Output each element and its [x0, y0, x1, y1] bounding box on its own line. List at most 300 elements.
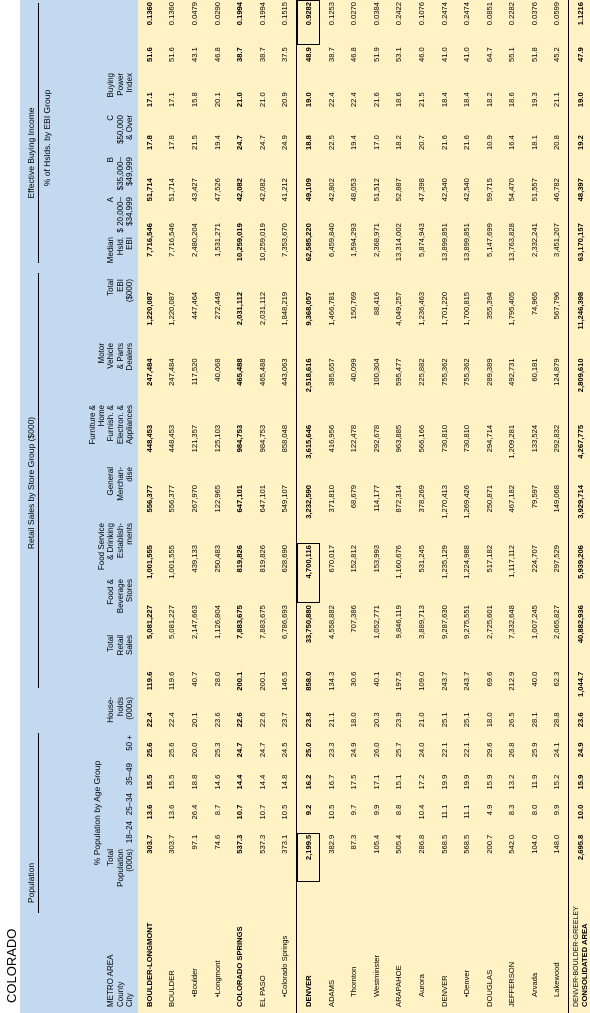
table-body — [138, 0, 590, 1013]
cell-pop: 568.5 — [439, 834, 449, 854]
cell-hh: 212.9 — [507, 671, 517, 691]
cell-median: 46,782 — [552, 178, 562, 202]
cell-pop: 105.4 — [371, 834, 381, 854]
cell-a1824: 9.9 — [371, 804, 381, 816]
table-row — [569, 0, 590, 1013]
cell-foodsvc: 114,177 — [371, 485, 381, 512]
cell-ebiC: 38.7 — [235, 47, 245, 62]
cell-food: 439,133 — [189, 545, 199, 573]
cell-bpi: 0.0599 — [552, 2, 562, 26]
cell-a1824: 10.0 — [569, 803, 590, 833]
cell-retail: 9,275,551 — [462, 605, 472, 639]
cell-foodsvc: 3,232,590 — [297, 483, 320, 543]
cell-a50: 22.4 — [167, 712, 177, 728]
cell-bpi: 0.1360 — [144, 2, 154, 26]
cell-ebi: 5,147,699 — [484, 223, 494, 257]
cell-ebiB: 17.1 — [144, 92, 154, 108]
cell-retail: 6,786,693 — [280, 605, 290, 639]
cell-a50: 21.1 — [326, 712, 336, 728]
group-ebi-pct: % of Hslds. by EBI Group — [42, 89, 52, 187]
column-header-a1824: 18–24 — [124, 821, 134, 844]
cell-ebi: 7,353,670 — [280, 223, 290, 257]
cell-bpi: 1.1216 — [569, 0, 590, 45]
cell-furn: 60,181 — [529, 358, 539, 382]
cell-ebiC: 46.8 — [349, 47, 359, 62]
cell-ebiB: 19.0 — [569, 90, 590, 133]
cell-ebiA: 18.2 — [394, 135, 404, 150]
cell-ebi: 62,585,220 — [297, 221, 320, 290]
cell-a2534: 18.8 — [189, 774, 199, 790]
cell-median: 48,053 — [349, 178, 359, 202]
cell-ebiA: 24.7 — [257, 135, 267, 150]
cell-ebiC: 38.7 — [257, 47, 267, 62]
cell-gen: 963,885 — [394, 424, 404, 453]
cell-a2534: 14.6 — [212, 774, 222, 790]
cell-gen: 416,956 — [326, 424, 336, 453]
table-row — [433, 0, 456, 1013]
cell-pop: 2,695.8 — [569, 833, 590, 882]
cell-a2534: 15.5 — [167, 774, 177, 790]
cell-median: 54,470 — [507, 178, 517, 202]
cell-hh: 40.7 — [189, 671, 199, 687]
cell-pop: 303.7 — [167, 834, 177, 854]
column-header-food: Food & Beverage Stores — [106, 579, 134, 614]
cell-furn: 443,063 — [280, 358, 290, 386]
cell-a2534: 14.4 — [257, 774, 267, 790]
cell-bpi: 0.2282 — [507, 2, 517, 26]
cell-median: 49,109 — [297, 176, 320, 221]
cell-ebiC: 47.9 — [569, 45, 590, 90]
area-name: EL PASO — [257, 975, 267, 1007]
cell-pop: 148.0 — [552, 834, 562, 854]
cell-motor: 1,466,781 — [326, 291, 336, 326]
cell-hh: 40.1 — [371, 671, 381, 687]
cell-a2534: 17.5 — [349, 774, 359, 790]
cell-a50: 22.6 — [257, 712, 267, 728]
cell-foodsvc: 371,810 — [326, 485, 336, 513]
cell-bpi: 0.1360 — [167, 2, 177, 26]
cell-ebi: 13,763,828 — [507, 223, 517, 262]
cell-motor: 11,246,398 — [569, 290, 590, 357]
cell-a50: 22.6 — [235, 712, 245, 728]
table-row — [410, 0, 433, 1013]
cell-bpi: 0.2474 — [439, 2, 449, 26]
cell-a50: 26.5 — [507, 712, 517, 728]
cell-median: 42,082 — [257, 178, 267, 202]
column-header-median: Median Hsld. EBI — [106, 237, 134, 264]
cell-pop: 537.3 — [235, 834, 245, 854]
cell-bpi: 0.1076 — [416, 2, 426, 26]
cell-ebi: 13,899,851 — [439, 223, 449, 262]
cell-pop: 537.3 — [257, 834, 267, 854]
cell-furn: 492,731 — [507, 358, 517, 386]
area-name: ADAMS — [326, 979, 336, 1007]
cell-ebiC: 45.2 — [552, 47, 562, 62]
cell-hh: 146.5 — [280, 671, 290, 691]
cell-hh: 134.3 — [326, 671, 336, 691]
cell-gen: 133,524 — [529, 424, 539, 453]
cell-gen: 984,753 — [257, 424, 267, 453]
column-header-hh: House- holds (000s) — [106, 697, 134, 723]
cell-ebiC: 51.8 — [529, 47, 539, 62]
cell-a3549: 22.1 — [439, 742, 449, 758]
cell-food: 1,117,112 — [507, 545, 517, 578]
cell-hh: 197.5 — [394, 671, 404, 691]
table-row — [523, 0, 546, 1013]
cell-food: 1,224,988 — [462, 545, 472, 579]
cell-gen: 566,166 — [416, 424, 426, 453]
cell-furn: 225,882 — [416, 358, 426, 386]
area-name: COLORADO SPRINGS — [235, 926, 245, 1007]
cell-motor: 2,031,112 — [235, 291, 245, 326]
cell-a50: 25.1 — [462, 712, 472, 728]
cell-gen: 730,810 — [439, 424, 449, 453]
cell-pop: 382.9 — [326, 834, 336, 854]
cell-retail: 9,846,119 — [394, 605, 404, 639]
cell-foodsvc: 267,970 — [189, 485, 199, 513]
cell-ebiC: 64.7 — [484, 47, 494, 62]
cell-food: 517,182 — [484, 545, 494, 573]
cell-retail: 1,007,245 — [529, 605, 539, 639]
cell-ebiA: 20.8 — [552, 135, 562, 150]
cell-median: 51,714 — [167, 178, 177, 202]
cell-hh: 69.6 — [484, 671, 494, 687]
cell-ebiA: 19.4 — [349, 135, 359, 150]
cell-ebi: 7,716,546 — [167, 223, 177, 257]
cell-foodsvc: 556,377 — [167, 485, 177, 513]
cell-a1824: 13.6 — [144, 804, 154, 820]
cell-pop: 542.0 — [507, 834, 517, 854]
cell-median: 48,397 — [569, 176, 590, 221]
area-name: DENVER — [439, 975, 449, 1007]
cell-ebi: 3,451,207 — [552, 223, 562, 257]
table-row — [138, 0, 161, 1013]
cell-motor: 272,449 — [212, 291, 222, 320]
cell-food: 152,812 — [349, 545, 359, 573]
cell-a50: 23.6 — [212, 712, 222, 728]
cell-median: 52,887 — [394, 178, 404, 202]
cell-a3549: 23.3 — [326, 742, 336, 758]
cell-foodsvc: 1,269,426 — [462, 485, 472, 519]
cell-median: 42,802 — [326, 178, 336, 202]
cell-a2534: 13.2 — [507, 774, 517, 790]
table-row — [320, 0, 343, 1013]
cell-ebiC: 46.0 — [416, 47, 426, 62]
area-name: Thornton — [349, 966, 359, 997]
data-table — [138, 0, 590, 1013]
table-row — [228, 0, 251, 1013]
cell-a3549: 25.7 — [394, 742, 404, 758]
cell-a50: 18.0 — [349, 712, 359, 728]
cell-bpi: 0.1515 — [280, 2, 290, 26]
column-header-a50: 50 + — [124, 735, 134, 751]
cell-motor: 9,368,057 — [297, 290, 320, 357]
cell-bpi: 0.0851 — [484, 2, 494, 26]
area-name: Aurora — [416, 974, 426, 997]
table-row — [161, 0, 184, 1013]
table-row — [455, 0, 478, 1013]
cell-median: 42,082 — [235, 178, 245, 202]
cell-ebiB: 20.9 — [280, 92, 290, 108]
cell-foodsvc: 467,182 — [507, 485, 517, 513]
cell-median: 42,540 — [462, 178, 472, 202]
group-population: Population — [26, 862, 36, 904]
cell-ebiA: 16.4 — [507, 135, 517, 150]
column-header-area: METRO AREA County City — [106, 954, 134, 1007]
cell-a1824: 13.6 — [167, 804, 177, 820]
cell-ebiA: 20.7 — [416, 135, 426, 150]
cell-ebiB: 21.0 — [257, 92, 267, 108]
cell-ebi: 2,480,204 — [189, 223, 199, 257]
cell-bpi: 0.1994 — [235, 2, 245, 26]
cell-retail: 9,287,630 — [439, 605, 449, 639]
cell-pop: 104.0 — [529, 834, 539, 854]
cell-pop: 373.1 — [280, 834, 290, 854]
cell-a1824: 8.0 — [529, 804, 539, 816]
cell-food: 1,235,129 — [439, 545, 449, 579]
cell-ebiC: 51.9 — [371, 47, 381, 62]
cell-a50: 28.1 — [529, 712, 539, 728]
cell-ebiA: 17.0 — [371, 135, 381, 150]
table-row — [546, 0, 569, 1013]
cell-ebiC: 51.6 — [144, 47, 154, 62]
table-row — [183, 0, 206, 1013]
cell-a2534: 14.8 — [280, 774, 290, 790]
area-name: JEFFERSON — [507, 961, 517, 1007]
cell-gen: 292,832 — [552, 424, 562, 453]
cell-furn: 40,068 — [212, 358, 222, 382]
cell-pop: 2,199.5 — [297, 833, 320, 882]
cell-ebiA: 21.6 — [462, 135, 472, 150]
cell-a1824: 11.1 — [439, 804, 449, 819]
cell-a2534: 17.2 — [416, 774, 426, 790]
cell-motor: 88,416 — [371, 291, 381, 316]
cell-ebiA: 21.6 — [439, 135, 449, 150]
cell-a50: 20.1 — [189, 712, 199, 728]
cell-a2534: 19.9 — [462, 774, 472, 790]
cell-furn: 40,099 — [349, 358, 359, 382]
column-header-ebiA: A $ 20,000– $34,999 — [106, 197, 134, 233]
cell-food: 1,160,676 — [394, 545, 404, 579]
column-header-pop: Total Population (000s) — [106, 849, 134, 887]
cell-furn: 247,484 — [167, 358, 177, 386]
table-row — [274, 0, 297, 1013]
cell-ebiB: 19.0 — [297, 90, 320, 133]
cell-ebiB: 21.5 — [416, 92, 426, 108]
cell-a1824: 8.8 — [394, 804, 404, 816]
table-row — [501, 0, 524, 1013]
cell-ebiA: 21.5 — [189, 135, 199, 150]
cell-a2534: 15.2 — [552, 774, 562, 790]
cell-hh: 119.6 — [167, 671, 177, 691]
group-population-rule — [38, 733, 39, 913]
cell-food: 670,017 — [326, 545, 336, 573]
cell-a3549: 24.5 — [280, 742, 290, 758]
cell-foodsvc: 149,068 — [552, 485, 562, 513]
cell-a50: 23.7 — [280, 712, 290, 728]
cell-retail: 5,081,227 — [144, 605, 154, 639]
cell-motor: 1,701,220 — [439, 291, 449, 326]
cell-ebiB: 18.4 — [462, 92, 472, 108]
area-name: Westminster — [371, 954, 381, 997]
cell-furn: 465,488 — [235, 358, 245, 386]
area-name: •Colorado Springs — [280, 935, 290, 997]
cell-retail: 4,558,882 — [326, 605, 336, 639]
cell-gen: 125,103 — [212, 424, 222, 453]
cell-pop: 97.1 — [189, 834, 199, 850]
column-header-ebi: Total EBI ($000) — [106, 279, 134, 303]
cell-bpi: 0.0384 — [371, 2, 381, 26]
column-header-a3549: 35–49 — [124, 763, 134, 786]
cell-a3549: 24.0 — [416, 742, 426, 758]
state-title: COLORADO — [4, 928, 19, 1003]
cell-hh: 109.0 — [416, 671, 426, 691]
cell-median: 41,212 — [280, 178, 290, 202]
cell-food: 1,001,555 — [167, 545, 177, 579]
cell-ebiB: 22.4 — [349, 92, 359, 108]
cell-gen: 121,357 — [189, 424, 199, 453]
cell-furn: 2,518,616 — [297, 356, 320, 423]
cell-ebiB: 18.6 — [394, 92, 404, 108]
cell-food: 819,826 — [235, 545, 245, 573]
cell-furn: 755,362 — [439, 358, 449, 386]
cell-bpi: 0.0376 — [529, 2, 539, 26]
cell-retail: 2,725,601 — [484, 605, 494, 639]
area-name: BOULDER-LONGMONT — [144, 922, 154, 1007]
cell-a50: 23.9 — [394, 712, 404, 728]
cell-gen: 3,615,646 — [297, 423, 320, 483]
group-ebi: Effective Buying Income — [26, 107, 36, 199]
cell-a2534: 11.9 — [529, 774, 539, 789]
cell-retail: 7,883,675 — [257, 605, 267, 639]
cell-motor: 1,220,087 — [144, 291, 154, 326]
cell-ebiC: 46.8 — [212, 47, 222, 62]
cell-ebiB: 18.2 — [484, 92, 494, 108]
cell-furn: 2,809,610 — [569, 356, 590, 423]
cell-a2534: 15.1 — [394, 774, 404, 790]
cell-a3549: 25.3 — [212, 742, 222, 758]
cell-ebi: 63,170,157 — [569, 221, 590, 290]
cell-foodsvc: 872,314 — [394, 485, 404, 513]
cell-a3549: 25.6 — [144, 742, 154, 758]
cell-a50: 23.8 — [297, 710, 320, 740]
cell-a50: 23.6 — [569, 710, 590, 740]
cell-median: 47,526 — [212, 178, 222, 202]
cell-food: 153,993 — [371, 545, 381, 573]
area-name: DENVER — [297, 882, 320, 1013]
cell-ebi: 13,899,851 — [462, 223, 472, 262]
cell-retail: 1,052,771 — [371, 605, 381, 639]
area-name: •Denver — [462, 969, 472, 997]
cell-gen: 730,810 — [462, 424, 472, 453]
cell-foodsvc: 68,679 — [349, 485, 359, 509]
cell-a3549: 25.9 — [529, 742, 539, 758]
cell-bpi: 0.9282 — [297, 0, 320, 45]
cell-ebiC: 38.7 — [326, 47, 336, 62]
cell-a3549: 24.1 — [552, 742, 562, 758]
cell-motor: 1,220,087 — [167, 291, 177, 326]
cell-ebiC: 53.1 — [394, 47, 404, 62]
cell-retail: 7,332,648 — [507, 605, 517, 639]
table-row — [251, 0, 274, 1013]
cell-retail: 40,882,936 — [569, 603, 590, 670]
cell-gen: 122,478 — [349, 424, 359, 453]
group-ebi-rule — [38, 3, 39, 263]
cell-ebiA: 17.8 — [167, 135, 177, 150]
cell-food: 224,707 — [529, 545, 539, 573]
cell-a1824: 10.4 — [416, 804, 426, 820]
cell-retail: 2,065,827 — [552, 605, 562, 639]
cell-a1824: 9.9 — [552, 804, 562, 816]
cell-ebiA: 10.9 — [484, 135, 494, 150]
table-row — [297, 0, 320, 1013]
cell-a3549: 20.0 — [189, 742, 199, 758]
cell-food: 531,245 — [416, 545, 426, 573]
cell-ebi: 2,368,971 — [371, 223, 381, 257]
area-name: DOUGLAS — [484, 969, 494, 1007]
cell-ebiB: 20.1 — [212, 92, 222, 108]
area-name: Lakewood — [552, 962, 562, 997]
cell-ebi: 6,459,840 — [326, 223, 336, 257]
cell-a1824: 8.7 — [212, 804, 222, 816]
cell-ebiA: 18.8 — [297, 133, 320, 176]
cell-median: 51,557 — [529, 178, 539, 202]
cell-retail: 2,147,663 — [189, 605, 199, 639]
area-name: DENVER-BOULDER-GREELEY CONSOLIDATED AREA — [569, 882, 590, 1013]
cell-hh: 28.0 — [212, 671, 222, 687]
cell-retail: 3,889,713 — [416, 605, 426, 639]
cell-a2534: 16.7 — [326, 774, 336, 790]
cell-median: 51,512 — [371, 178, 381, 202]
cell-gen: 448,453 — [167, 424, 177, 453]
cell-ebi: 7,716,546 — [144, 223, 154, 257]
cell-food: 4,700,116 — [297, 543, 320, 603]
cell-ebi: 5,874,943 — [416, 223, 426, 257]
column-header-ebiC: C $50,000 & Over — [106, 115, 134, 144]
cell-foodsvc: 549,107 — [280, 485, 290, 513]
column-header-motor: Motor Vehicle & Parts Dealers — [97, 343, 134, 371]
cell-motor: 2,031,112 — [257, 291, 267, 326]
cell-ebiB: 18.4 — [439, 92, 449, 108]
cell-ebi: 1,531,271 — [212, 223, 222, 257]
column-header-ebiB: B $35,000– $49,999 — [106, 157, 134, 191]
cell-furn: 289,389 — [484, 358, 494, 386]
group-retail: Retail Sales by Store Group ($000) — [26, 416, 36, 550]
cell-foodsvc: 556,377 — [144, 485, 154, 513]
cell-motor: 355,394 — [484, 291, 494, 320]
cell-a2534: 16.2 — [297, 773, 320, 803]
cell-ebi: 10,259,019 — [235, 223, 245, 262]
cell-food: 819,826 — [257, 545, 267, 573]
cell-ebi: 2,332,241 — [529, 223, 539, 257]
cell-a1824: 9.2 — [297, 803, 320, 833]
cell-motor: 1,700,815 — [462, 291, 472, 326]
cell-a3549: 26.8 — [507, 742, 517, 758]
cell-ebiA: 24.9 — [280, 135, 290, 150]
column-header-gen: General Merchan- dise — [106, 467, 134, 501]
cell-furn: 100,304 — [371, 358, 381, 386]
cell-motor: 1,795,405 — [507, 291, 517, 326]
cell-ebiA: 19.4 — [212, 135, 222, 150]
cell-bpi: 0.2422 — [394, 2, 404, 26]
cell-ebiC: 41.0 — [439, 47, 449, 62]
cell-hh: 200.1 — [257, 671, 267, 691]
cell-a2534: 15.9 — [569, 773, 590, 803]
cell-furn: 755,362 — [462, 358, 472, 386]
cell-furn: 385,657 — [326, 358, 336, 386]
cell-hh: 62.3 — [552, 671, 562, 687]
group-age: % Population by Age Group — [92, 760, 102, 866]
